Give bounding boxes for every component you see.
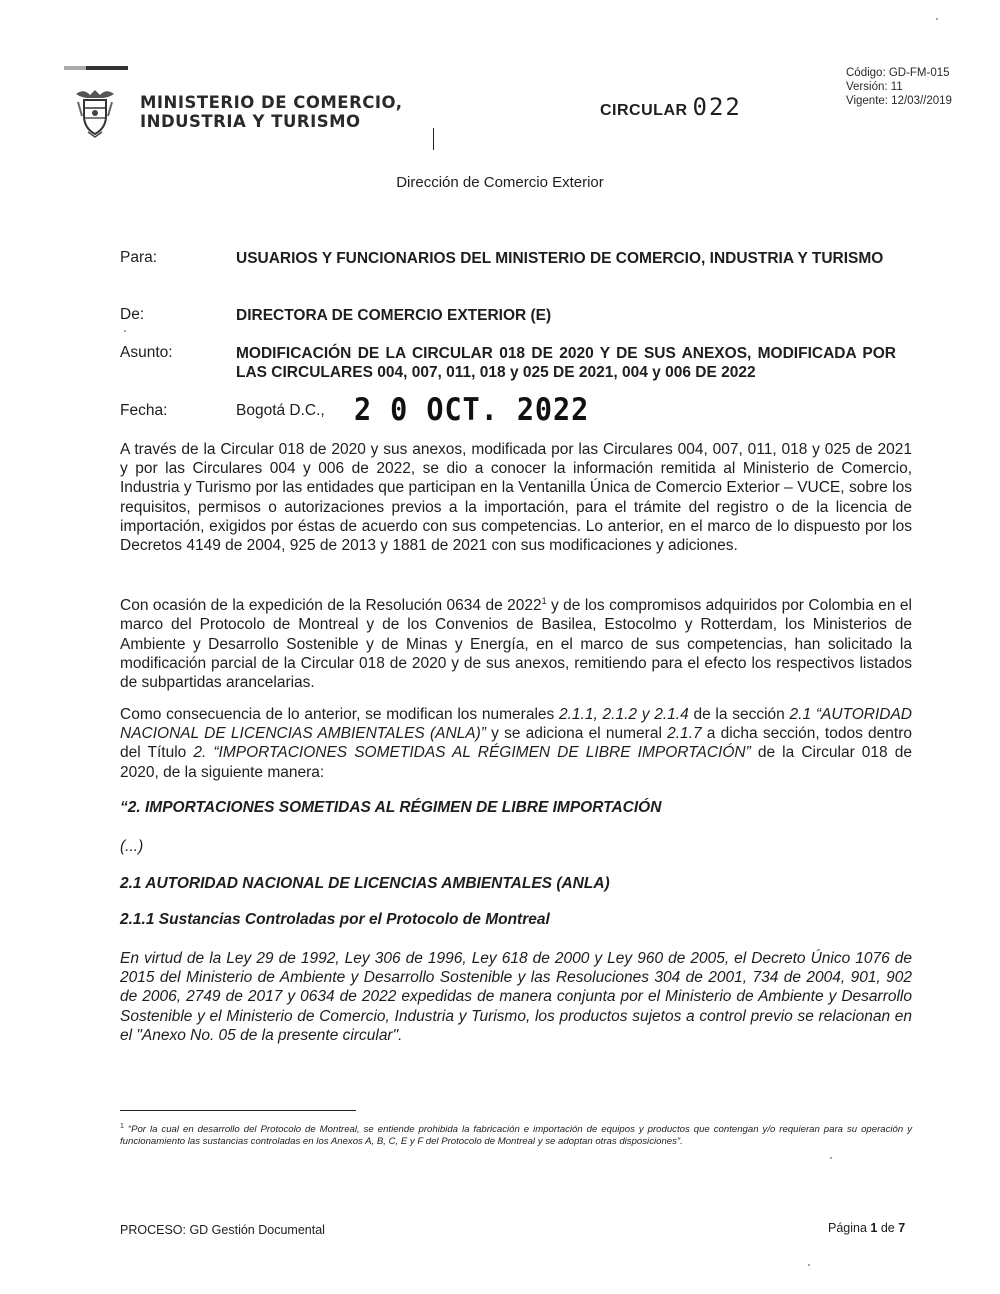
document-version: Versión: 11: [846, 81, 903, 93]
footnote-separator: [120, 1110, 356, 1111]
fecha-city: Bogotá D.C.,: [236, 402, 325, 419]
footnote-mark: 1: [120, 1123, 124, 1130]
p3-section-anla: 2.1 “AUTORIDAD NACIONAL DE LICENCIAS AMBIENTALES (ANLA)”: [120, 706, 912, 743]
de-label: De:: [120, 306, 145, 323]
scan-speck: [124, 330, 126, 332]
page-total: 7: [898, 1221, 906, 1235]
text-cursor-mark: [433, 128, 434, 150]
para-label: Para:: [120, 249, 158, 266]
issuing-office: Dirección de Comercio Exterior: [396, 174, 604, 191]
scan-speck: [830, 1157, 832, 1159]
date-stamp: 2 0 OCT. 2022: [354, 392, 590, 428]
ellipsis: (...): [120, 838, 144, 855]
ministry-name: [140, 93, 402, 131]
para-value: USUARIOS Y FUNCIONARIOS DEL MINISTERIO DE COMERCIO, INDUSTRIA Y TURISMO: [236, 250, 884, 267]
page-sep: de: [880, 1221, 895, 1235]
body-paragraph-1: A través de la Circular 018 de 2020 y sus anexos, modificada por las Circulares 004, 007, 011, 018 y 025 de 2021 y por las Circulares 004 y 006 de 2022, se dio a conocer la información remitida al Ministerio de Comercio, Industria y Turismo por las entidades que participan en la Ventanilla Única de Comercio Exterior – VUCE, sobre los requisitos, permisos o autorizaciones previos a la importación, para el trámite del registro o de la licencia de importación, exigidos por éstas de acuerdo con sus competencias. Lo anterior, en el marco de lo dispuesto por los Decretos 4149 de 2004, 925 de 2013 y 1881 de 2021 con sus modificaciones y adiciones.: [120, 441, 912, 555]
document-vigente: Vigente: 12/03//2019: [846, 95, 952, 107]
p3-text-c: de la sección: [688, 706, 790, 723]
asunto-label: Asunto:: [120, 344, 173, 361]
asunto-value: MODIFICACIÓN DE LA CIRCULAR 018 DE 2020 Y DE SUS ANEXOS, MODIFICADA POR LAS CIRCULARES 004, 007, 011, 018 y 025 DE 2021, 004 y 006 DE 2022: [236, 345, 896, 381]
scan-speck: [808, 1264, 810, 1266]
ministry-line-1: MINISTERIO DE COMERCIO,: [140, 93, 403, 112]
heading-section-2-1: 2.1 AUTORIDAD NACIONAL DE LICENCIAS AMBIENTALES (ANLA): [120, 875, 610, 892]
footnote-ref: 1: [541, 596, 547, 606]
colombia-coat-of-arms-icon: [72, 86, 118, 138]
p3-text-g: a dicha sección, todos dentro del Título: [120, 725, 913, 762]
document-code: Código: GD-FM-015: [846, 67, 950, 79]
footnote-text: “Por la cual en desarrollo del Protocolo de Montreal, se entiende prohibida la fabricación e importación de equipos y productos que contengan y/o requieran para su operación y funcionamiento las sustancias controladas en los Anexos A, B, C, E y F del Protocolo de Montreal y se adoptan otras disposiciones”.: [120, 1124, 912, 1148]
ministry-line-2: INDUSTRIA Y TURISMO: [140, 112, 361, 131]
heading-title-2: “2. IMPORTACIONES SOMETIDAS AL RÉGIMEN DE LIBRE IMPORTACIÓN: [120, 799, 662, 816]
body-paragraph-4: En virtud de la Ley 29 de 1992, Ley 306 de 1996, Ley 618 de 2000 y Ley 960 de 2005, el Decreto Único 1076 de 2015 del Ministerio de Ambiente y Desarrollo Sostenible y las Resoluciones 304 de 2001, 734 de 2004, 901, 902 de 2006, 2749 de 2017 y 0634 de 2022 expedidas de manera conjunta por el Ministerio de Ambiente y Desarrollo Sostenible y el Ministerio de Comercio, Industria y Turismo, los productos sujetos a control previo se relacionan en el "Anexo No. 05 de la presente circular".: [120, 950, 912, 1044]
circular-number: 022: [692, 93, 742, 121]
header-scan-bar-light: [64, 66, 86, 70]
footer-page-number: [828, 1221, 905, 1235]
heading-section-2-1-1: 2.1.1 Sustancias Controladas por el Protocolo de Montreal: [120, 911, 550, 928]
page-current: 1: [870, 1221, 878, 1235]
p3-numerals: 2.1.1, 2.1.2 y 2.1.4: [559, 706, 689, 723]
document-control-block: [846, 66, 952, 108]
p3-numeral-217: 2.1.7: [667, 725, 702, 743]
de-value: DIRECTORA DE COMERCIO EXTERIOR (E): [236, 307, 552, 324]
fecha-label: Fecha:: [120, 402, 168, 419]
footer-process: PROCESO: GD Gestión Documental: [120, 1223, 325, 1237]
body-paragraph-2-end: y de los compromisos adquiridos por Colombia en el marco del Protocolo de Montreal y de los Convenios de Basilea, Estocolmo y Rotterdam, los Ministerios de Ambiente y Desarrollo Sostenible y de Minas y Energía, en el marco de sus competencias, han solicitado la modificación parcial de la Circular 018 de 2020 y de sus anexos, remitiendo para el efecto los respectivos listados de subpartidas arancelarias.: [120, 597, 912, 691]
p3-title-2: 2. “IMPORTACIONES SOMETIDAS AL RÉGIMEN DE LIBRE IMPORTACIÓN”: [193, 744, 751, 762]
p3-text-i: de la Circular 018 de 2020, de la siguiente manera:: [120, 744, 912, 781]
p3-text-e: y se adiciona el numeral: [485, 725, 668, 743]
page-label: Página: [828, 1221, 867, 1235]
p3-text-a: Como consecuencia de lo anterior, se modifican los numerales: [120, 706, 559, 723]
body-paragraph-3: [120, 705, 912, 782]
circular-title: [600, 93, 742, 121]
body-paragraph-2-start: Con ocasión de la expedición de la Resolución 0634 de 2022: [120, 597, 542, 615]
footnote: [120, 1121, 912, 1148]
scan-speck: [936, 18, 938, 20]
body-paragraph-2: [120, 592, 912, 692]
circular-label: CIRCULAR: [600, 102, 688, 119]
